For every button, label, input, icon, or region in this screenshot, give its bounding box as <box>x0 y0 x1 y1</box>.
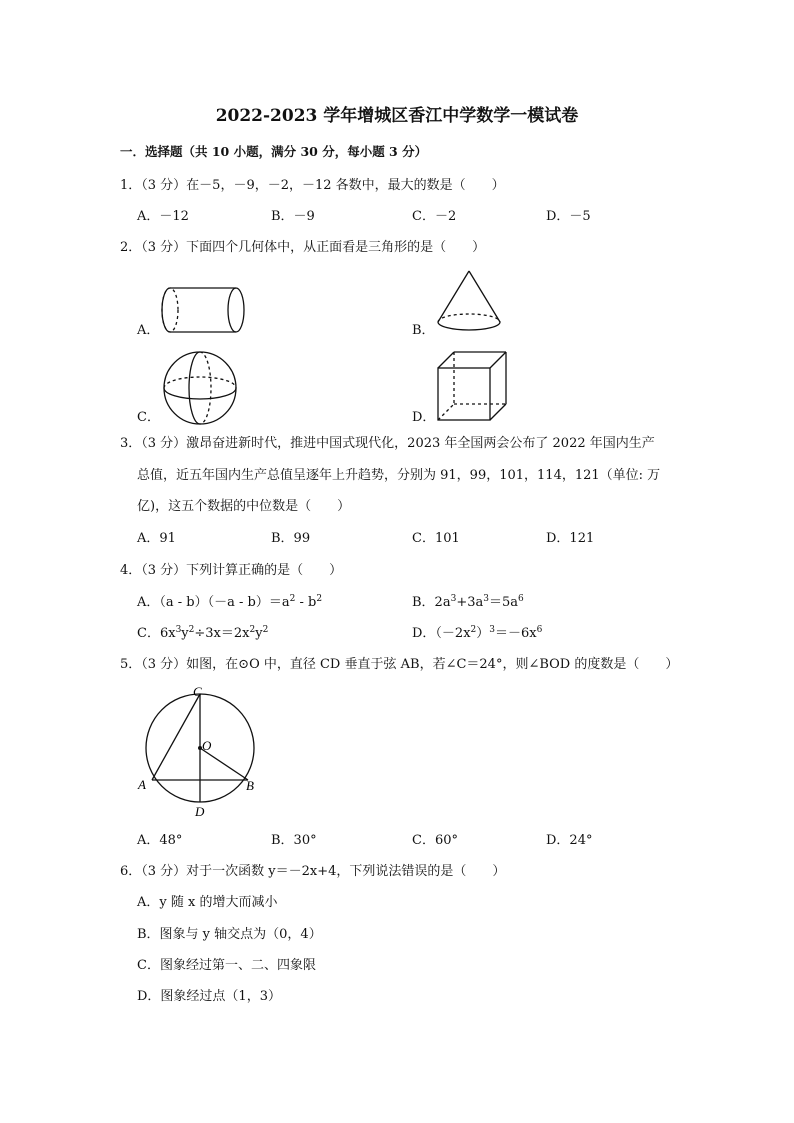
label-d: D <box>195 804 205 819</box>
cylinder-figure <box>158 282 250 338</box>
q3-option-a: A．91 <box>137 531 176 546</box>
question-3-line-2: 总值，近五年国内生产总值呈逐年上升趋势，分别为 91，99，101，114，121（单位: 万 <box>137 468 661 483</box>
label-a: A <box>138 777 146 792</box>
q1-option-a: A．－12 <box>137 209 189 224</box>
q2-option-c-label: C． <box>137 410 160 425</box>
question-3-line-3: 亿)，这五个数据的中位数是（ ） <box>137 499 351 514</box>
q6-option-d: D．图象经过点（1，3） <box>137 989 281 1004</box>
q5-option-c: C．60° <box>412 833 458 848</box>
q4-option-d: D．$(-2x^2)^3=-6x^6$ <box>412 625 543 641</box>
q4-option-c: C．$6x^3y^2\div 3x=2x^2y^2$ <box>137 625 269 641</box>
sphere-figure <box>160 348 240 428</box>
question-6-stem: 6．（3 分）对于一次函数 y＝－2x+4，下列说法错误的是（ ） <box>120 864 506 879</box>
q4-option-b: B．$2a^3+3a^3=5a^6$ <box>412 594 524 610</box>
section-heading: 一．选择题（共 10 小题，满分 30 分，每小题 3 分） <box>120 144 428 159</box>
q6-option-b: B．图象与 y 轴交点为（0，4） <box>137 927 322 942</box>
cube-figure <box>434 348 510 424</box>
label-c: C <box>193 684 202 699</box>
label-b: B <box>246 778 254 793</box>
q3-option-c: C．101 <box>412 531 460 546</box>
q2-option-b-label: B． <box>412 323 435 338</box>
q2-option-a-label: A． <box>137 323 160 338</box>
label-o: O <box>202 738 212 753</box>
q3-option-d: D．121 <box>546 531 595 546</box>
question-4-stem: 4．（3 分）下列计算正确的是（ ） <box>120 563 343 578</box>
q1-option-c: C．－2 <box>412 209 457 224</box>
q1-option-d: D．－5 <box>546 209 591 224</box>
q6-option-a: A．y 随 x 的增大而减小 <box>137 895 278 910</box>
q5-option-d: D．24° <box>546 833 593 848</box>
q5-option-b: B．30° <box>271 833 317 848</box>
question-5-stem: 5．（3 分）如图，在⊙O 中，直径 CD 垂直于弦 AB，若∠C＝24°，则∠BOD 的度数是（ ） <box>120 657 679 672</box>
q5-option-a: A．48° <box>137 833 183 848</box>
q3-option-b: B．99 <box>271 531 311 546</box>
circle-geometry-figure <box>130 680 270 820</box>
page-title: 2022-2023 学年增城区香江中学数学一模试卷 <box>215 106 579 126</box>
q2-option-d-label: D． <box>412 410 436 425</box>
q6-option-c: C．图象经过第一、二、四象限 <box>137 958 316 973</box>
question-1-stem: 1．（3 分）在－5，－9，－2，－12 各数中，最大的数是（ ） <box>120 178 505 193</box>
question-2-stem: 2．（3 分）下面四个几何体中，从正面看是三角形的是（ ） <box>120 240 486 255</box>
q4-option-a: A．$(a - b)(-a - b)=a^2 - b^2$ <box>137 594 323 610</box>
question-3-line-1: 3．（3 分）激昂奋进新时代，推进中国式现代化，2023 年全国两会公布了 2022 年国内生产 <box>120 436 655 451</box>
q1-option-b: B．－9 <box>271 209 315 224</box>
cone-figure <box>432 268 506 334</box>
